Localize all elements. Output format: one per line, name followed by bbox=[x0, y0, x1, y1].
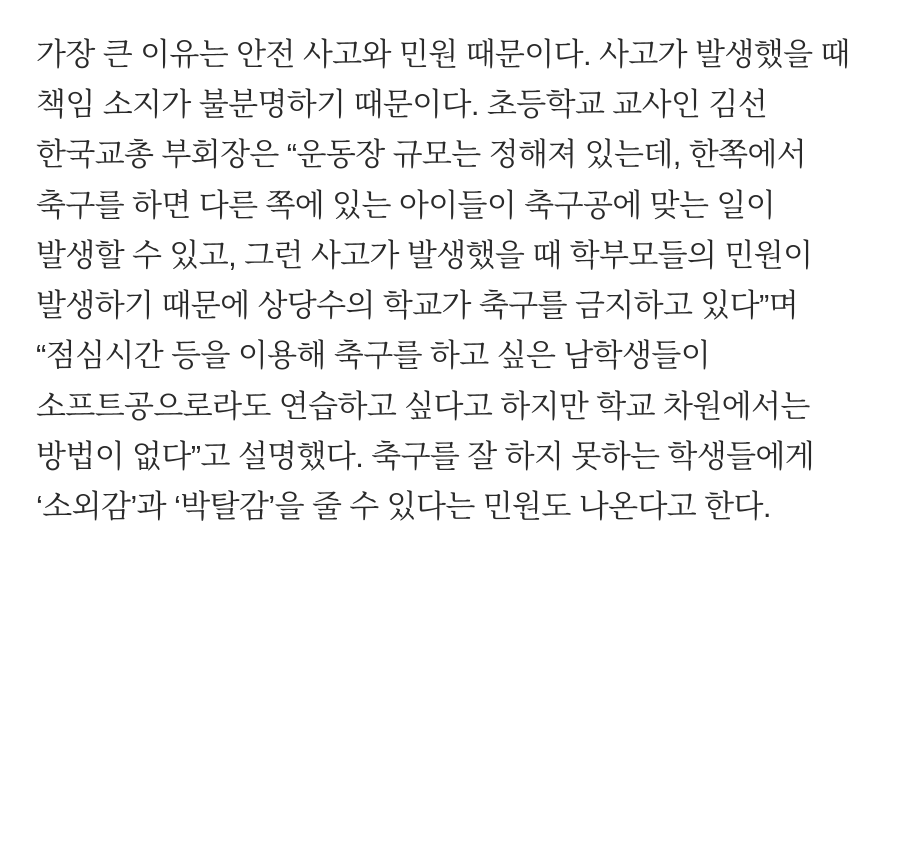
article-paragraph: 가장 큰 이유는 안전 사고와 민원 때문이다. 사고가 발생했을 때 책임 소지가 불분명하기 때문이다. 초등학교 교사인 김선 한국교총 부회장은 “운동장 규모는 정해져 있는데, 한쪽에서 축구를 하면 다른 쪽에 있는 아이들이 축구공에 맞는 일이 발생할 수 있고, 그런 사고가 발생했을 때 학부모들의 민원이 발생하기 때문에 상당수의 학교가 축구를 금지하고 있다”며 “점심시간 등을 이용해 축구를 하고 싶은 남학생들이 소프트공으로라도 연습하고 싶다고 하지만 학교 차원에서는 방법이 없다”고 설명했다. 축구를 잘 하지 못하는 학생들에게 ‘소외감’과 ‘박탈감’을 줄 수 있다는 민원도 나온다고 한다. bbox=[36, 37, 858, 524]
